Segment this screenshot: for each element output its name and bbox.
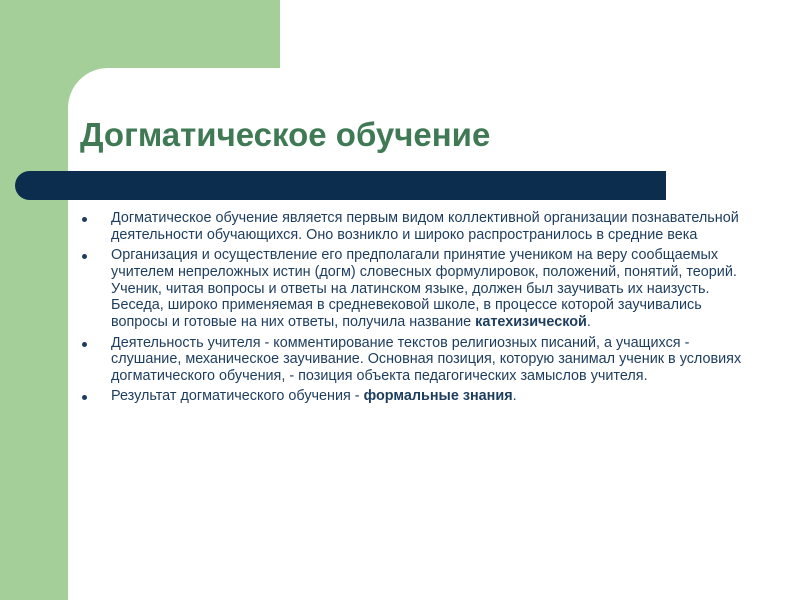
bullet-item [82,388,742,405]
bullet-bold-term: формальные знания [363,388,513,405]
bullet-bold-term: катехизической [475,314,587,331]
bullet-dot-icon [82,342,87,347]
bullet-item [82,335,742,385]
bullet-text: Организация и осуществление его предполагали принятие учеником на веру сообщаемых учителем непреложных истин (догм) словесных формулировок, положений, понятий, теорий. Ученик, читая вопросы и ответы на латинском языке, должен был заучивать их наизусть. Беседа, широко применяемая в средневековой школе, в процессе которой заучивались вопросы и готовые на них ответы, получила название [111,247,737,331]
bullet-list [82,210,742,409]
bullet-text: Результат догматического обучения - [111,388,364,405]
slide-title: Догматическое обучение [80,116,491,153]
title-underline-bar [15,171,666,200]
bullet-dot-icon [82,254,87,259]
bullet-dot-icon [82,217,87,222]
bullet-text: Догматическое обучение является первым видом коллективной организации познавательной деятельности обучающихся. Оно возникло и широко распространилось в средние века [111,210,739,243]
bullet-text-end: . [586,314,591,331]
bullet-dot-icon [82,395,87,400]
bullet-text: Деятельность учителя - комментирование текстов религиозных писаний, а учащихся - слушание, механическое заучивание. Основная позиция, которую занимал ученик в условиях догматического обучения, - позиция объекта педагогических замыслов учителя. [111,334,742,385]
bullet-item [82,210,742,244]
bullet-item [82,247,742,331]
bullet-text-end: . [512,388,517,405]
